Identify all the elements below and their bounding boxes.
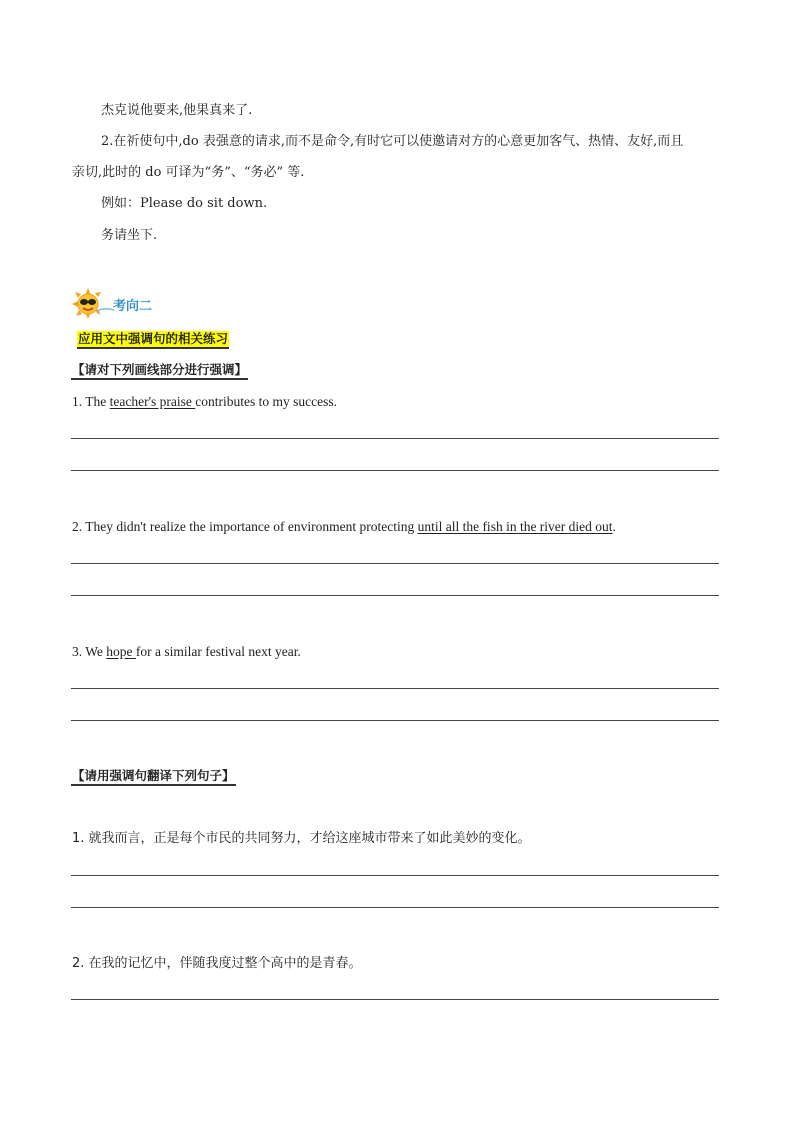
intro-line-1: 杰克说他要来,他果真来了. xyxy=(101,103,253,118)
question-3 xyxy=(72,644,301,660)
intro-line-3: 亲切,此时的 do 可译为“务”、“务必” 等. xyxy=(72,165,305,180)
section-title: 考向二 xyxy=(113,299,153,314)
answer-line[interactable] xyxy=(71,470,719,471)
answer-line[interactable] xyxy=(71,688,719,689)
translation-question-1: 1. 就我而言，正是每个市民的共同努力，才给这座城市带来了如此美妙的变化。 xyxy=(72,831,531,846)
question-3-post: for a similar festival next year. xyxy=(135,644,301,659)
intro-line-4: 例如：Please do sit down. xyxy=(101,196,268,211)
part2-heading: 【请用强调句翻译下列句子】 xyxy=(71,768,236,786)
answer-line[interactable] xyxy=(71,438,719,439)
translation-question-2: 2. 在我的记忆中，伴随我度过整个高中的是青春。 xyxy=(72,956,362,971)
answer-line[interactable] xyxy=(71,875,719,876)
question-3-pre: 3. We xyxy=(72,644,107,659)
question-1-underline: teacher's praise xyxy=(109,394,196,409)
answer-line[interactable] xyxy=(71,563,719,564)
question-2 xyxy=(72,519,616,535)
answer-line[interactable] xyxy=(71,595,719,596)
question-2-pre: 2. They didn't realize the importance of environment protecting xyxy=(72,519,418,534)
question-1-post: contributes to my success. xyxy=(195,394,337,409)
intro-line-5: 务请坐下. xyxy=(101,228,158,243)
question-1-pre: 1. The xyxy=(72,394,110,409)
part1-heading: 【请对下列画线部分进行强调】 xyxy=(71,362,248,380)
answer-line[interactable] xyxy=(71,720,719,721)
section-subtitle: 应用文中强调句的相关练习 xyxy=(77,331,229,349)
question-2-underline: until all the fish in the river died out xyxy=(417,519,613,534)
intro-line-2: 2.在祈使句中,do 表强意的请求,而不是命令,有时它可以使邀请对方的心意更加客气、热情、友好,而且 xyxy=(101,134,684,149)
question-2-post: . xyxy=(612,519,616,534)
sun-with-sunglasses-icon xyxy=(72,287,116,319)
answer-line[interactable] xyxy=(71,999,719,1000)
question-3-underline: hope xyxy=(106,644,136,659)
answer-line[interactable] xyxy=(71,907,719,908)
question-1 xyxy=(72,394,337,410)
